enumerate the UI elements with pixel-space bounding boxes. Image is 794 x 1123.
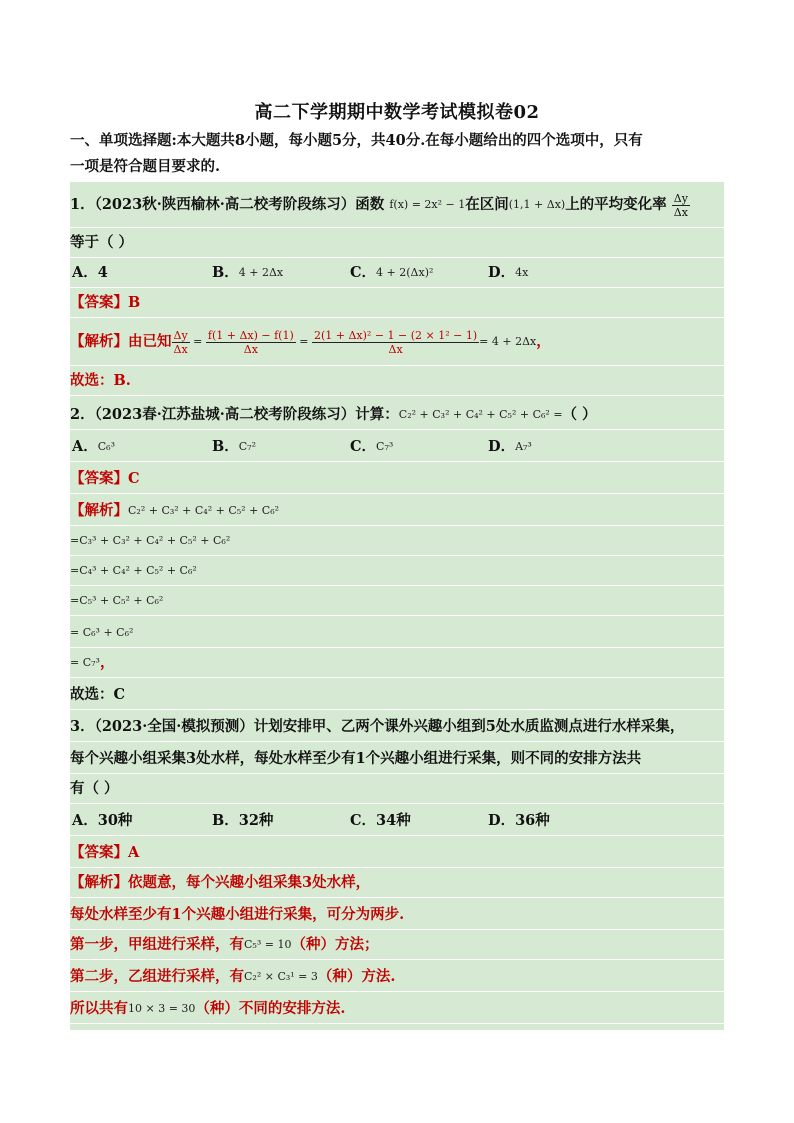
answer-value: B <box>128 294 141 311</box>
question-1-stem-line-2: 等于（ ） <box>70 228 724 258</box>
analysis-step-1 <box>70 930 724 960</box>
page-title: 高二下学期期中数学考试模拟卷02 <box>254 102 540 123</box>
analysis-text: 依题意，每个兴趣小组采集3处水样， <box>128 874 371 891</box>
question-3-stem-line-2: 每个兴趣小组采集3处水样，每处水样至少有1个兴趣小组进行采集，则不同的安排方法共 <box>70 744 724 774</box>
analysis-label: 【解析】 <box>70 333 128 350</box>
option-math: C₇³ <box>376 440 394 453</box>
answer-value: A <box>128 844 140 861</box>
option-label: C． <box>350 264 377 281</box>
analysis-step-4 <box>70 586 724 616</box>
analysis-math: 10 × 3 = 30 <box>128 1002 196 1015</box>
question-3-stem-line-3: 有（ ） <box>70 774 724 804</box>
analysis-punct: ， <box>536 333 551 350</box>
question-2-analysis <box>70 496 724 526</box>
analysis-text: 第一步，甲组进行采样，有 <box>70 936 244 953</box>
option-c: C．34种 <box>350 812 411 829</box>
analysis-total <box>70 994 724 1024</box>
fraction-numerator: f(1 + Δx) − f(1) <box>207 328 294 342</box>
analysis-step-2 <box>70 962 724 992</box>
option-b <box>212 258 283 288</box>
question-1-conclusion: 故选：B. <box>70 366 724 396</box>
question-number: 2． <box>70 406 95 423</box>
fraction-numerator: Δy <box>673 191 688 205</box>
analysis-step-3 <box>70 556 724 586</box>
analysis-text: （种）方法； <box>291 936 379 953</box>
analysis-label: 【解析】 <box>70 874 128 891</box>
analysis-step: =C₅³ + C₅² + C₆² <box>70 594 164 607</box>
option-math: C₆³ <box>97 440 116 453</box>
question-text: 上的平均变化率 <box>565 196 667 213</box>
analysis-step: = C₆³ + C₆² <box>70 626 134 639</box>
option-label: B． <box>212 438 239 455</box>
fraction-numerator: 2(1 + Δx)² − 1 − (2 × 1² − 1) <box>313 328 478 342</box>
question-number: 3． <box>70 718 95 735</box>
analysis-text: 第二步，乙组进行采样，有 <box>70 968 244 985</box>
analysis-result: = 4 + 2Δx <box>479 335 537 348</box>
question-1-options <box>70 258 724 288</box>
analysis-text: （种）方法. <box>317 968 396 985</box>
option-math: 4x <box>515 266 529 279</box>
question-text: 在区间 <box>465 196 509 213</box>
fraction-denominator: Δx <box>388 342 403 356</box>
answer-label: 【答案】 <box>70 844 128 861</box>
answer-blank: （ ） <box>562 406 597 423</box>
function-formula: f(x) = 2x² − 1 <box>389 198 466 211</box>
question-source: （2023·全国·模拟预测） <box>94 718 254 735</box>
answer-value: C <box>128 470 140 487</box>
analysis-label: 【解析】 <box>70 502 128 519</box>
option-b <box>212 432 256 462</box>
question-1-stem <box>70 182 724 228</box>
question-3-stem <box>70 712 724 742</box>
option-a <box>72 258 108 288</box>
option-math: 4 + 2Δx <box>238 266 284 279</box>
question-2-stem <box>70 400 724 430</box>
question-3-options <box>70 806 724 836</box>
question-1-analysis: 【解析】由已知 $\frac{\Delta y}{\Delta x}$ = $\frac{f(1 + \Delta x) - f(1)}{\Delta x}$ = $\frac{\text{2(1 + Δx)² − 1 − (2 × 1² − 1)}}{\Delta x}$ = 4 + 2Δx， <box>70 318 724 366</box>
analysis-step: C₂² + C₃² + C₄² + C₅² + C₆² <box>128 504 280 517</box>
option-label: D． <box>488 264 516 281</box>
question-source: （2023春·江苏盐城·高二校考阶段练习） <box>94 406 356 423</box>
option-c <box>350 432 393 462</box>
analysis-text: 由已知 <box>128 333 172 350</box>
question-3-analysis <box>70 868 724 898</box>
question-text: 计划安排甲、乙两个课外兴趣小组到5处水质监测点进行水样采集， <box>253 718 685 735</box>
question-number: 1． <box>70 196 95 213</box>
question-text: 函数 <box>355 196 385 213</box>
analysis-step: =C₄³ + C₄² + C₅² + C₆² <box>70 564 197 577</box>
analysis-step-2 <box>70 526 724 556</box>
analysis-text: 所以共有 <box>70 1000 128 1017</box>
option-d <box>488 258 528 288</box>
analysis-math: C₂² × C₃¹ = 3 <box>244 970 318 983</box>
question-text: 计算： <box>355 406 399 423</box>
question-expression: C₂² + C₃² + C₄² + C₅² + C₆² = <box>398 408 563 421</box>
instructions-line-2: 一项是符合题目要求的. <box>70 158 221 175</box>
question-source: （2023秋·陕西榆林·高二校考阶段练习） <box>94 196 356 213</box>
answer-label: 【答案】 <box>70 470 128 487</box>
analysis-fraction-2 <box>206 329 296 356</box>
analysis-step-5 <box>70 618 724 648</box>
option-label: B． <box>212 264 239 281</box>
interval-formula: (1,1 + Δx) <box>508 198 566 211</box>
question-1-answer <box>70 288 724 318</box>
option-c <box>350 258 433 288</box>
option-d <box>488 432 532 462</box>
option-label: A．4 <box>72 264 108 281</box>
rate-fraction <box>672 192 690 219</box>
question-2-options <box>70 432 724 462</box>
option-d: D．36种 <box>488 812 550 829</box>
fraction-numerator: Δy <box>173 328 188 342</box>
option-math: A₇³ <box>515 440 532 453</box>
instructions-line-1: 一、单项选择题:本大题共8小题，每小题5分，共40分.在每小题给出的四个选项中，只有 <box>70 132 643 149</box>
analysis-step: = C₇³ <box>70 656 100 669</box>
analysis-step-6 <box>70 648 724 678</box>
analysis-text: （种）不同的安排方法. <box>195 1000 346 1017</box>
section-instructions <box>70 128 724 180</box>
question-2-conclusion: 故选：C <box>70 680 724 710</box>
analysis-fraction-3 <box>312 329 479 356</box>
option-a: A．30种 <box>72 812 133 829</box>
option-math: C₇² <box>238 440 257 453</box>
analysis-step: =C₃³ + C₃² + C₄² + C₅² + C₆² <box>70 534 231 547</box>
analysis-line-2: 每处水样至少有1个兴趣小组进行采集，可分为两步. <box>70 900 724 930</box>
analysis-punct: ， <box>99 654 115 671</box>
option-b: B．32种 <box>212 812 274 829</box>
question-2-answer <box>70 464 724 494</box>
option-label: C． <box>350 438 377 455</box>
option-label: D． <box>488 438 516 455</box>
analysis-math: C₅³ = 10 <box>244 938 292 951</box>
option-math: 4 + 2(Δx)² <box>376 266 434 279</box>
analysis-fraction-1 <box>172 329 190 356</box>
answer-label: 【答案】 <box>70 294 128 311</box>
fraction-denominator: Δx <box>673 205 688 219</box>
option-a <box>72 432 115 462</box>
question-3-answer <box>70 838 724 868</box>
option-label: A． <box>72 438 98 455</box>
fraction-denominator: Δx <box>243 342 258 356</box>
fraction-denominator: Δx <box>173 342 188 356</box>
